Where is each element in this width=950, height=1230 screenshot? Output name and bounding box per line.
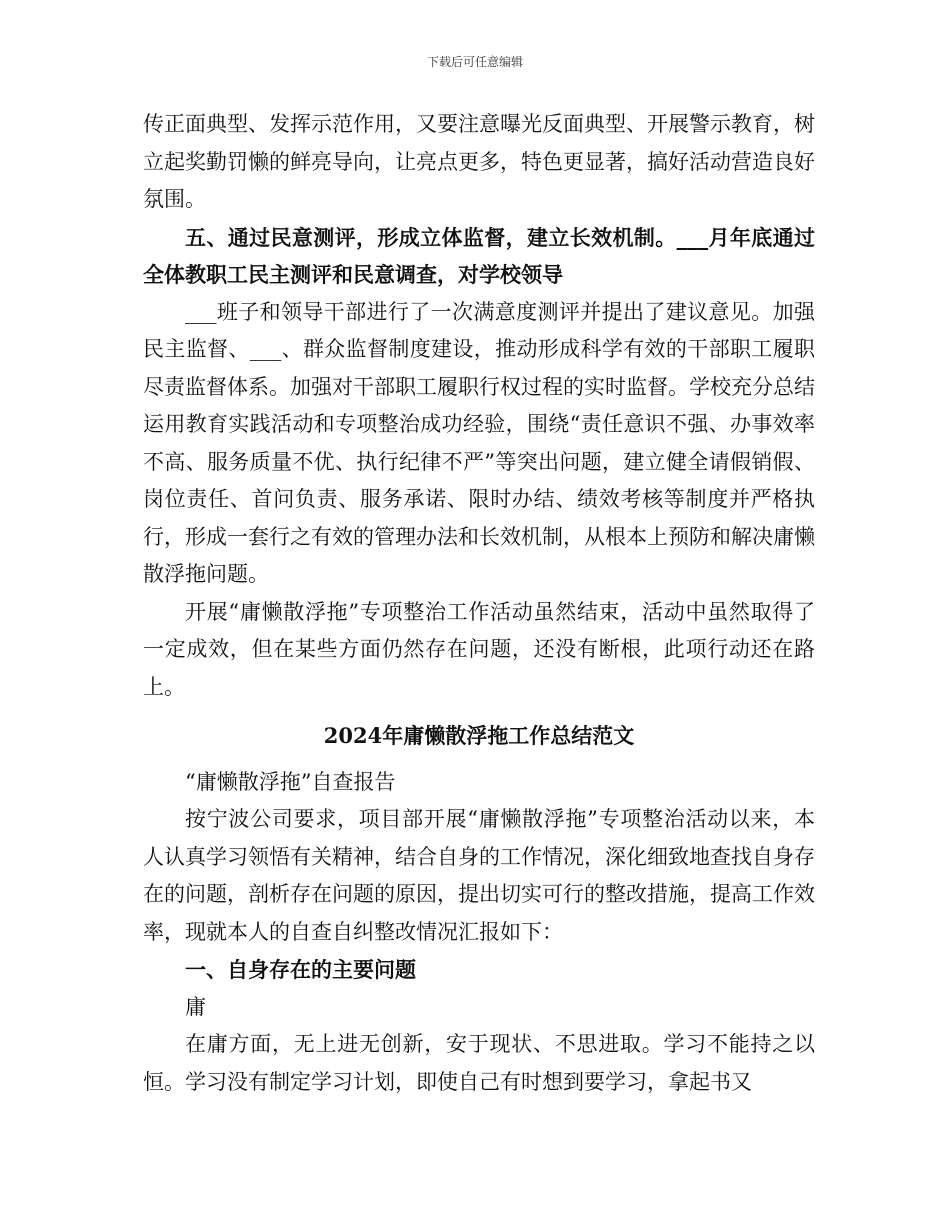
section-five-heading: 五、通过民意测评，形成立体监督，建立长效机制。___月年底通过全体教职工民主测评和民意调查，对学校领导: [143, 224, 815, 287]
paragraph-4: 按宁波公司要求，项目部开展“庸懒散浮拖”专项整治活动以来，本人认真学习领悟有关精神，结合自身的工作情况，深化细致地查找自身存在的问题，剖析存在问题的原因，提出切实可行的整改措施，提高工作效率，现就本人的自查自纠整改情况汇报如下：: [143, 807, 815, 944]
page-header: 下载后可任意编辑: [426, 55, 523, 69]
paragraph-3: 开展“庸懒散浮拖”专项整治工作活动虽然结束，活动中虽然取得了一定成效，但在某些方面仍然存在问题，还没有断根，此项行动还在路上。: [143, 599, 815, 699]
paragraph-5: 在庸方面，无上进无创新，安于现状、不思进取。学习不能持之以恒。学习没有制定学习计划，即使自己有时想到要学习，拿起书又: [143, 1032, 815, 1094]
report-subtitle: “庸懒散浮拖”自查报告: [185, 769, 396, 794]
paragraph-2: ___班子和领导干部进行了一次满意度测评并提出了建议意见。加强民主监督、___、群众监督制度建设，推动形成科学有效的干部职工履职尽责监督体系。加强对干部职工履职行权过程的实时监督。学校充分总结运用教育实践活动和专项整治成功经验，围绕“责任意识不强、办事效率不高、服务质量不优、执行纪律不严”等突出问题，建立健全请假销假、岗位责任、首问负责、服务承诺、限时办结、绩效考核等制度并严格执行，形成一套行之有效的管理办法和长效机制，从根本上预防和解决庸懒散浮拖问题。: [143, 299, 815, 586]
subheading-yong: 庸: [185, 994, 206, 1019]
document-body: [143, 106, 815, 1101]
document-title: 2024年庸懒散浮拖工作总结范文: [323, 723, 635, 748]
paragraph-1: 传正面典型、发挥示范作用，又要注意曝光反面典型、开展警示教育，树立起奖勤罚懒的鲜亮导向，让亮点更多，特色更显著，搞好活动营造良好氛围。: [143, 112, 815, 211]
section-one-heading: 一、自身存在的主要问题: [185, 957, 416, 982]
